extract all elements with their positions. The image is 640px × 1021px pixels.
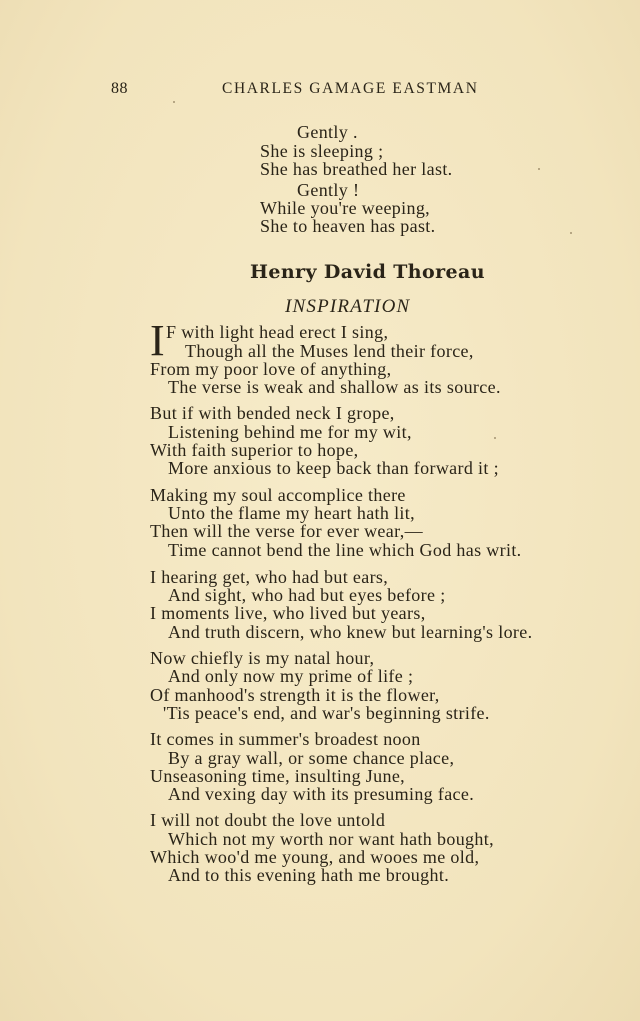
running-head: CHARLES GAMAGE EASTMAN	[222, 80, 479, 97]
poem-line: Making my soul accomplice there	[150, 485, 406, 505]
poem-line: By a gray wall, or some chance place,	[168, 748, 455, 768]
poem-line: 'Tis peace's end, and war's beginning strife.	[163, 703, 490, 723]
drop-cap: I	[150, 316, 165, 365]
poem-line: With faith superior to hope,	[150, 440, 359, 460]
poem-line: And to this evening hath me brought.	[168, 865, 450, 885]
paper-speck	[494, 437, 496, 439]
poem-line: Now chiefly is my natal hour,	[150, 648, 375, 668]
poem-line: And only now my prime of life ;	[168, 666, 414, 686]
poem-line: Then will the verse for ever wear,—	[150, 521, 423, 541]
poem-line: Of manhood's strength it is the flower,	[150, 685, 440, 705]
prev-poem-line: She is sleeping ;	[260, 141, 384, 161]
author-heading: Henry David Thoreau	[250, 261, 485, 283]
page-number: 88	[111, 80, 128, 97]
poem-line: But if with bended neck I grope,	[150, 403, 395, 423]
poem-line: I will not doubt the love untold	[150, 810, 386, 830]
paper-speck	[570, 232, 572, 234]
paper-speck	[538, 168, 540, 170]
prev-poem-line: Gently .	[297, 122, 358, 142]
poem-line: And sight, who had but eyes before ;	[168, 585, 446, 605]
paper-speck	[173, 101, 175, 103]
poem-line: I moments live, who lived but years,	[150, 603, 426, 623]
prev-poem-line: She to heaven has past.	[260, 216, 436, 236]
poem-line: The verse is weak and shallow as its source.	[168, 377, 501, 397]
poem-line: Which woo'd me young, and wooes me old,	[150, 847, 480, 867]
prev-poem-line: Gently !	[297, 180, 360, 200]
prev-poem-line: She has breathed her last.	[260, 159, 453, 179]
poem-line: Time cannot bend the line which God has writ.	[168, 540, 522, 560]
poem-line: Though all the Muses lend their force,	[185, 341, 474, 361]
poem-line: From my poor love of anything,	[150, 359, 392, 379]
poem-line: Unto the flame my heart hath lit,	[168, 503, 415, 523]
poem-line: F with light head erect I sing,	[166, 322, 389, 342]
poem-line: Listening behind me for my wit,	[168, 422, 412, 442]
poem-title: INSPIRATION	[285, 296, 411, 317]
poem-line: Unseasoning time, insulting June,	[150, 766, 406, 786]
poem-line: Which not my worth nor want hath bought,	[168, 829, 494, 849]
prev-poem-line: While you're weeping,	[260, 198, 431, 218]
poem-line: It comes in summer's broadest noon	[150, 729, 421, 749]
poem-line: And truth discern, who knew but learning's lore.	[168, 622, 533, 642]
poem-line: More anxious to keep back than forward it ;	[168, 458, 499, 478]
poem-line: And vexing day with its presuming face.	[168, 784, 475, 804]
poem-line: I hearing get, who had but ears,	[150, 567, 389, 587]
